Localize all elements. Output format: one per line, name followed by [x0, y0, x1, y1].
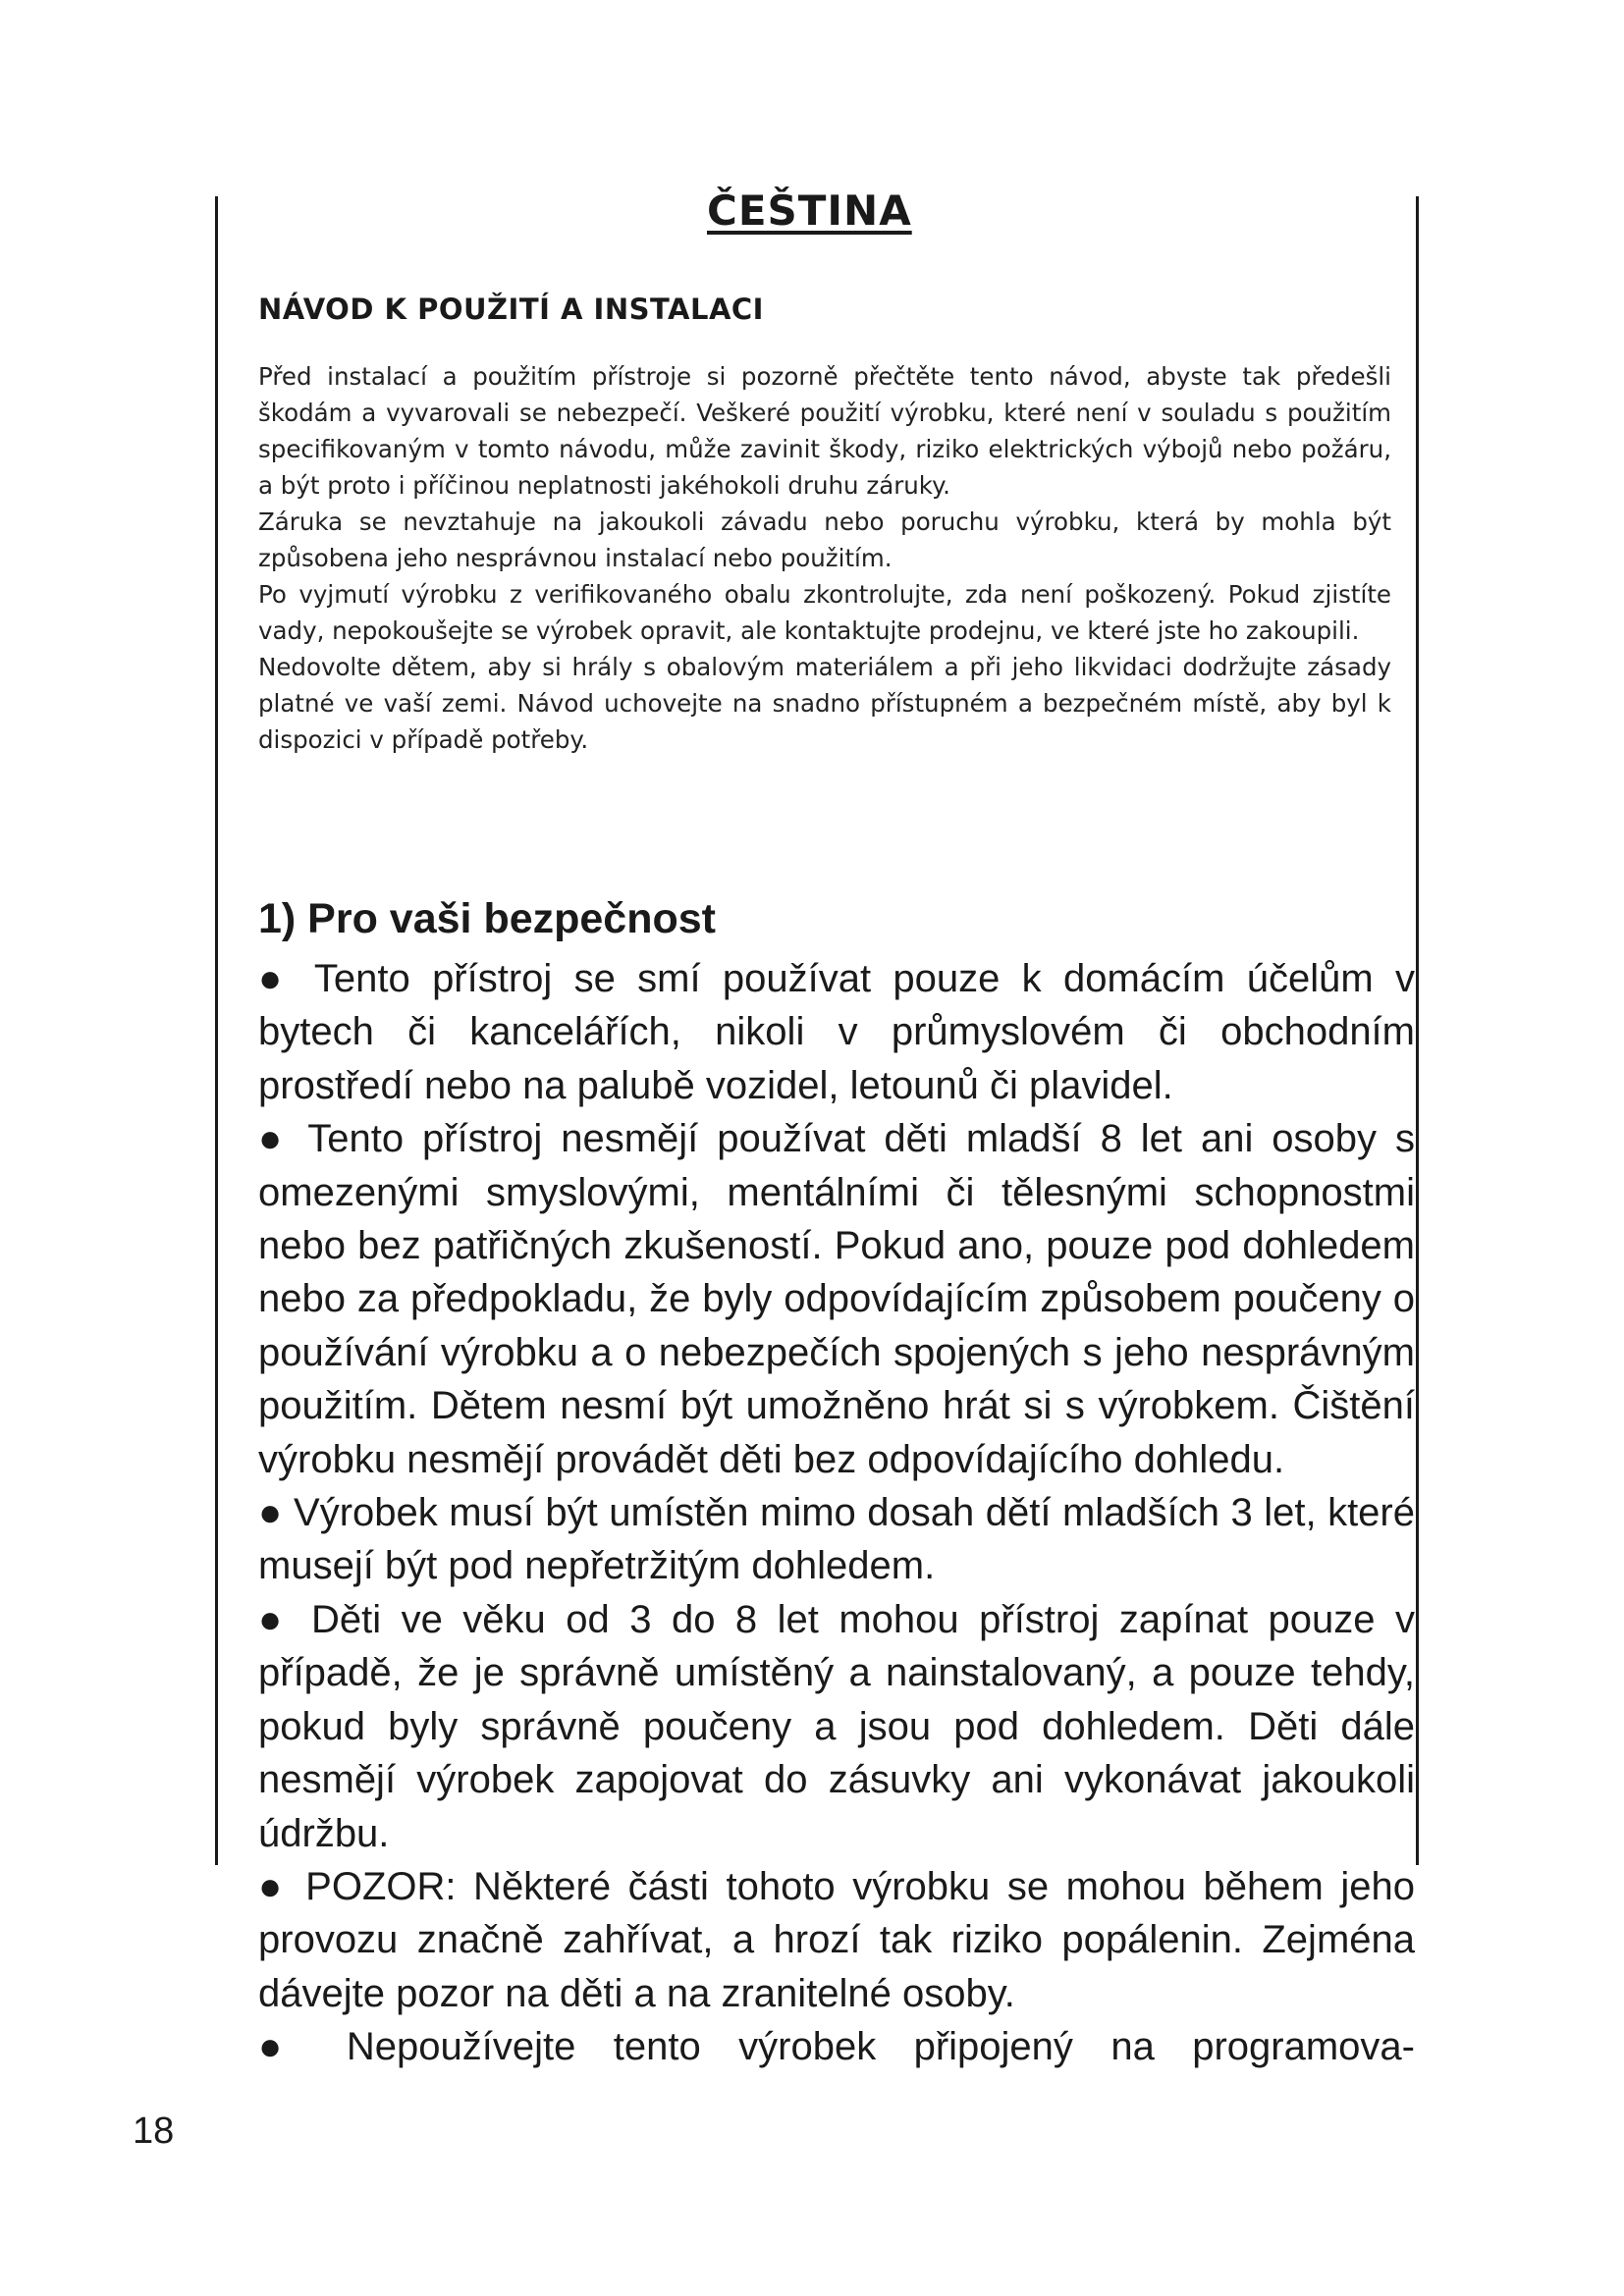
safety-item: ● POZOR: Některé části tohoto výrobku se mohou během jeho provozu značně zahřívat, a hrozí tak riziko popálenin. Zejména dávejte pozor na děti a na zranitelné osoby.	[258, 1864, 1415, 2015]
right-margin-rule	[1416, 196, 1419, 1865]
safety-item: ● Tento přístroj nesmějí používat děti mladší 8 let ani osoby s omezenými smyslovými, mentálními či tělesnými schopnostmi nebo bez patřičných zkušeností. Pokud ano, pouze pod dohledem nebo za předpokladu, že byly odpovídajícím způsobem poučeny o používání výrobku a o nebezpečích spojených s jeho nesprávným použitím. Dětem nesmí být umožněno hrát si s výrobkem. Čištění výrobku nesmějí provádět děti bez odpovídajícího dohledu.	[258, 1117, 1415, 1481]
intro-paragraph: Po vyjmutí výrobku z verifikovaného obalu zkontrolujte, zda není poškozený. Pokud zjistíte vady, nepokoušejte se výrobek opravit, ale kontaktujte prodejnu, ve které jste ho zakoupili.	[258, 580, 1391, 645]
safety-item: ● Tento přístroj se smí používat pouze k domácím účelům v bytech či kancelářích, nikoli v průmyslovém či obchodním prostředí nebo na palubě vozidel, letounů či plavidel.	[258, 957, 1415, 1107]
left-margin-rule	[215, 196, 218, 1865]
intro-paragraph: Před instalací a použitím přístroje si pozorně přečtěte tento návod, abyste tak předešli škodám a vyvarovali se nebezpečí. Veškeré použití výrobku, které není v souladu s použitím specifikovaným v tomto návodu, může zavinit škody, riziko elektrických výbojů nebo požáru, a být proto i příčinou neplatnosti jakéhokoli druhu záruky.	[258, 362, 1391, 500]
intro-paragraph: Nedovolte dětem, aby si hrály s obalovým materiálem a při jeho likvidaci dodržujte zásady platné ve vaší zemi. Návod uchovejte na snadno přístupném a bezpečném místě, aby byl k dispozici v případě potřeby.	[258, 653, 1391, 754]
page-title: ČEŠTINA	[707, 187, 912, 235]
page-subtitle: NÁVOD K POUŽITÍ A INSTALACI	[258, 293, 764, 326]
intro-paragraph: Záruka se nevztahuje na jakoukoli závadu nebo poruchu výrobku, která by mohla být způsobena jeho nesprávnou instalací nebo použitím.	[258, 507, 1391, 572]
safety-item: ● Výrobek musí být umístěn mimo dosah dětí mladších 3 let, které musejí být pod nepřetržitým dohledem.	[258, 1491, 1415, 1588]
safety-item: ● Děti ve věku od 3 do 8 let mohou přístroj zapínat pouze v případě, že je správně umístěný a nainstalovaný, a pouze tehdy, pokud byly správně poučeny a jsou pod dohledem. Děti dále nesmějí výrobek zapojovat do zásuvky ani vykonávat jakoukoli údržbu.	[258, 1597, 1415, 1855]
safety-section	[258, 952, 1415, 2074]
page-number: 18	[133, 2110, 175, 2152]
intro-section	[258, 358, 1391, 758]
section-heading: 1) Pro vaši bezpečnost	[258, 895, 716, 942]
safety-item: ● Nepoužívejte tento výrobek připojený na programova-	[258, 2025, 1415, 2069]
